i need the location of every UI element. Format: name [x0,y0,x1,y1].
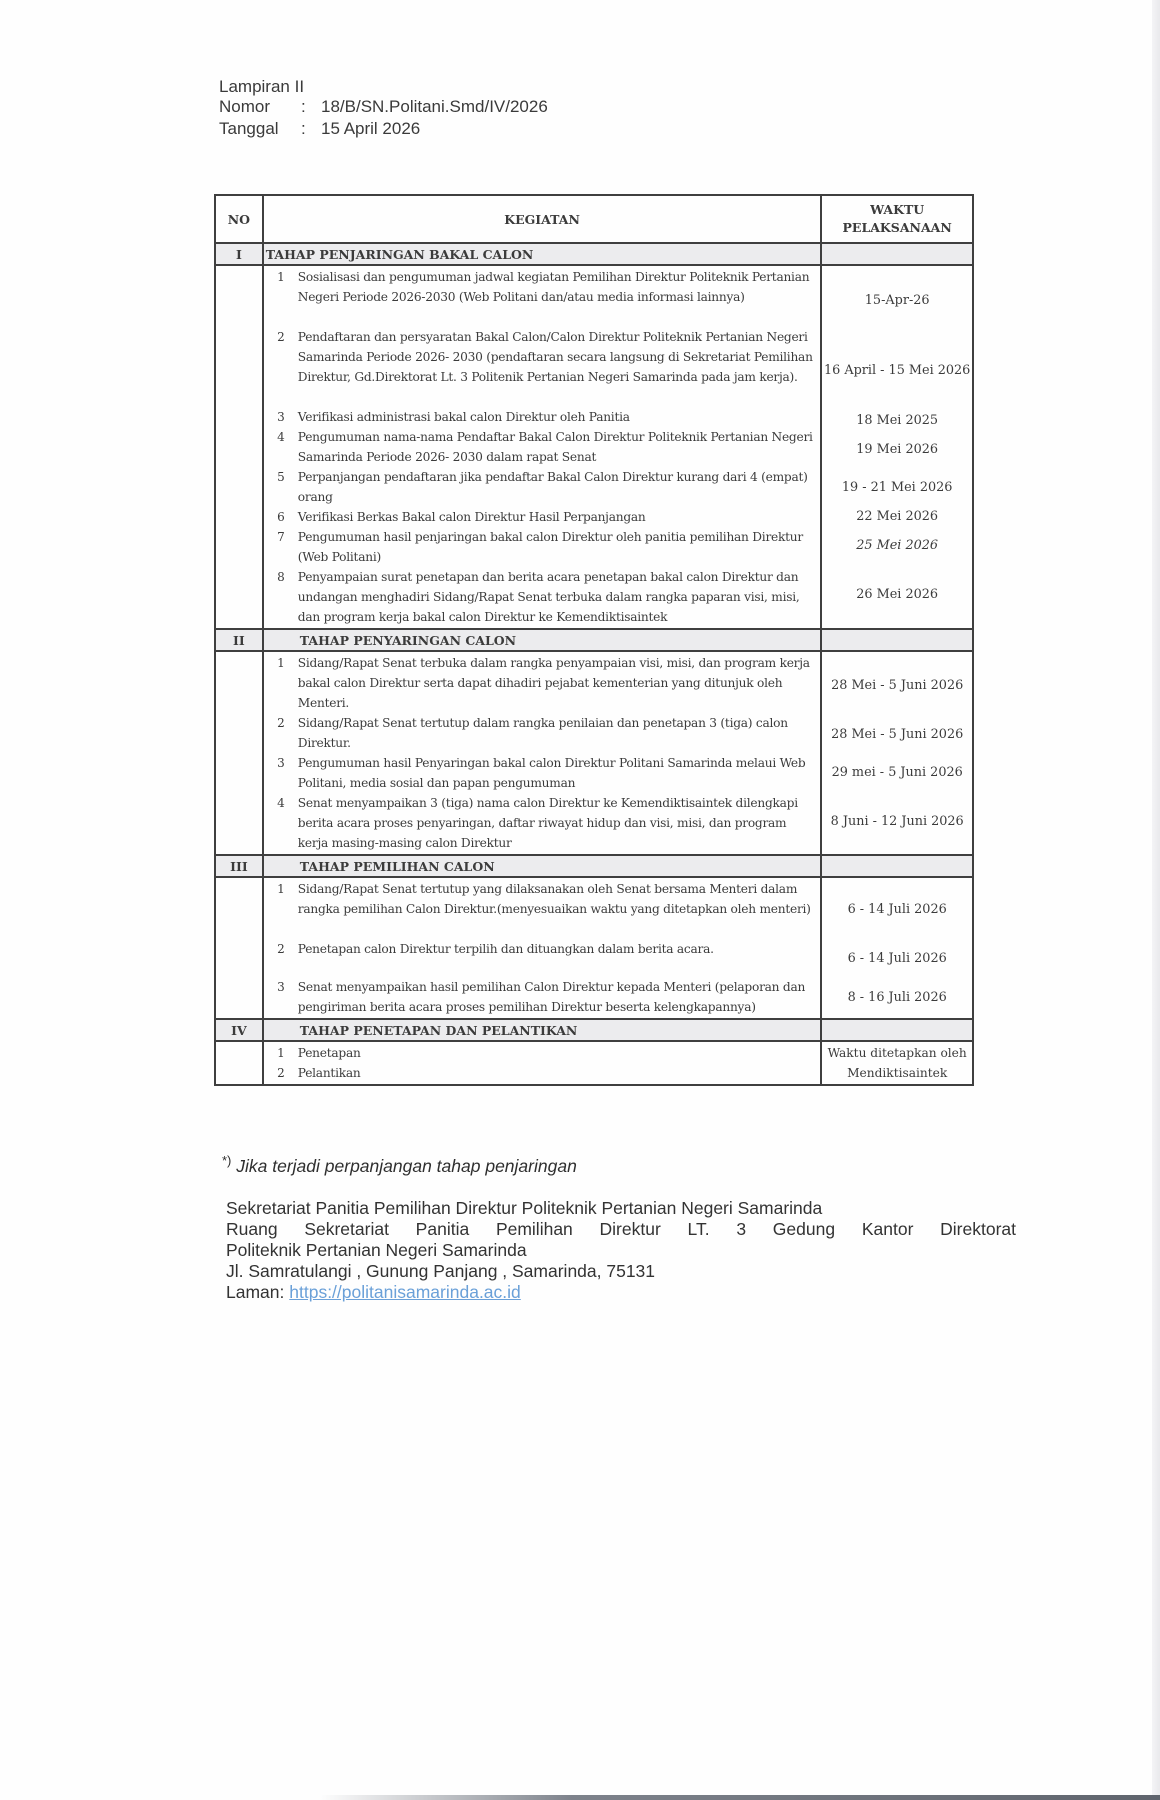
section-body-row [215,1041,973,1085]
activity-number: 3 [277,410,285,424]
waktu-value: 6 - 14 Juli 2026 [847,950,947,966]
waktu-value: 26 Mei 2026 [856,586,939,602]
activity-text: Pengumuman hasil penjaringan bakal calon Direktur oleh panitia pemilihan Direktur (Web Politani) [297,530,803,564]
activity-number: 2 [277,330,285,344]
activity-number: 1 [277,270,285,284]
nomor-value: 18/B/SN.Politani.Smd/IV/2026 [321,97,548,116]
activity-text: Penetapan calon Direktur terpilih dan dituangkan dalam berita acara. [297,942,714,956]
waktu-value: 25 Mei 2026 [856,537,939,553]
activity-item [264,267,821,327]
activity-item [264,939,821,977]
activity-item [264,567,821,627]
column-header-no: NO [215,195,263,243]
address-line-4: Jl. Samratulangi , Gunung Panjang , Samarinda, 75131 [226,1261,656,1281]
waktu-value: 19 - 21 Mei 2026 [841,479,953,495]
section-body-no-empty [215,877,263,1019]
activity-number: 3 [277,756,285,770]
activity-text: Senat menyampaikan 3 (tiga) nama calon Direktur ke Kemendiktisaintek dilengkapi berita acara proses penyaringan, daftar riwayat hidup dan visi, misi, dan program kerja masing-masing calon Direktur [297,796,798,850]
waktu-value: 28 Mei - 5 Juni 2026 [831,677,964,693]
section-title: TAHAP PENJARINGAN BAKAL CALON [263,243,822,265]
activity-text: Sidang/Rapat Senat tertutup dalam rangka penilaian dan penetapan 3 (tiga) calon Direktur. [297,716,788,750]
schedule-table [214,194,974,1086]
activity-text: Pengumuman nama-nama Pendaftar Bakal Calon Direktur Politeknik Pertanian Negeri Samarinda Periode 2026- 2030 dalam rapat Senat [297,430,813,464]
section-waktu-empty [821,1019,973,1041]
waktu-value: 22 Mei 2026 [856,508,939,524]
activity-number: 1 [277,882,285,896]
waktu-value: 6 - 14 Juli 2026 [847,901,947,917]
column-header-kegiatan: KEGIATAN [263,195,822,243]
kegiatan-cell [263,1041,822,1085]
section-body-no-empty [215,651,263,855]
activity-number: 6 [277,510,285,524]
waktu-value: 19 Mei 2026 [856,441,939,457]
nomor-colon: : [301,97,306,116]
website-label: Laman: [226,1282,285,1302]
activity-item [264,327,821,407]
kegiatan-cell [263,651,822,855]
section-waktu-empty [821,855,973,877]
section-row [215,855,973,877]
activity-item [264,793,821,853]
activity-text: Penetapan [297,1046,361,1060]
address-line-3: Politeknik Pertanian Negeri Samarinda [226,1240,527,1260]
section-body-no-empty [215,1041,263,1085]
activity-number: 1 [277,656,285,670]
footnote [222,1153,577,1177]
section-number: IV [215,1019,263,1041]
activity-list [264,878,821,1018]
website-link[interactable]: https://politanisamarinda.ac.id [289,1282,521,1302]
activity-text: Verifikasi administrasi bakal calon Direktur oleh Panitia [297,410,630,424]
activity-text: Pendaftaran dan persyaratan Bakal Calon/Calon Direktur Politeknik Pertanian Negeri Samarinda Periode 2026- 2030 (pendaftaran secara langsung di Sekretariat Pemilihan Direktur, Gd.Direktorat Lt. 3 Politenik Pertanian Negeri Samarinda pada jam kerja). [297,330,813,384]
activity-item [264,653,821,713]
footnote-text: Jika terjadi perpanjangan tahap penjaringan [236,1155,577,1176]
section-title: TAHAP PENYARINGAN CALON [263,629,822,651]
activity-item [264,427,821,467]
activity-number: 2 [277,716,285,730]
activity-text: Verifikasi Berkas Bakal calon Direktur Hasil Perpanjangan [297,510,646,524]
activity-item [264,753,821,793]
waktu-list [822,655,972,851]
activity-number: 5 [277,470,285,484]
activity-item [264,977,821,1017]
waktu-value: 8 - 16 Juli 2026 [847,989,947,1005]
tanggal-colon: : [301,119,306,138]
section-body-row [215,877,973,1019]
waktu-list [822,1043,972,1083]
waktu-value: 8 Juni - 12 Juni 2026 [830,813,964,829]
activity-text: Senat menyampaikan hasil pemilihan Calon Direktur kepada Menteri (pelaporan dan pengiriman berita acara proses pemilihan Direktur beserta kelengkapannya) [297,980,806,1014]
waktu-value: 28 Mei - 5 Juni 2026 [831,726,964,742]
activity-item [264,713,821,753]
waktu-value: Waktu ditetapkan oleh Mendiktisaintek [827,1046,967,1080]
section-body-row [215,651,973,855]
website-line [226,1282,1016,1303]
waktu-cell [821,1041,973,1085]
activity-text: Pengumuman hasil Penyaringan bakal calon Direktur Politani Samarinda melaui Web Politani, media sosial dan papan pengumuman [297,756,806,790]
activity-number: 2 [277,942,285,956]
activity-item [264,1043,821,1063]
table-header-row [215,195,973,243]
section-title: TAHAP PEMILIHAN CALON [263,855,822,877]
kegiatan-cell [263,877,822,1019]
activity-number: 1 [277,1046,285,1060]
address-line-2: Ruang Sekretariat Panitia Pemilihan Direktur LT. 3 Gedung Kantor Direktorat [226,1219,1016,1239]
section-waktu-empty [821,629,973,651]
activity-list [264,1042,821,1084]
address-line-1: Sekretariat Panitia Pemilihan Direktur Politeknik Pertanian Negeri Samarinda [226,1198,823,1218]
activity-item [264,1063,821,1083]
activity-number: 4 [277,430,285,444]
activity-text: Pelantikan [297,1066,361,1080]
nomor-label: Nomor [219,97,271,116]
lampiran-label: Lampiran II [219,77,305,96]
activity-number: 3 [277,980,285,994]
activity-number: 4 [277,796,285,810]
kegiatan-cell [263,265,822,629]
section-body-row [215,265,973,629]
activity-list [264,652,821,854]
page-edge-shadow [1152,0,1160,1800]
section-row [215,243,973,265]
section-number: III [215,855,263,877]
section-number: II [215,629,263,651]
activity-number: 8 [277,570,285,584]
waktu-list [822,270,972,624]
activity-text: Perpanjangan pendaftaran jika pendaftar Bakal Calon Direktur kurang dari 4 (empat) orang [297,470,808,504]
column-header-waktu: WAKTU PELAKSANAAN [821,195,973,243]
waktu-value: 15-Apr-26 [864,292,930,308]
activity-text: Penyampaian surat penetapan dan berita acara penetapan bakal calon Direktur dan undangan menghadiri Sidang/Rapat Senat terbuka dalam rangka paparan visi, misi, dan program kerja bakal calon Direktur ke Kemendiktisaintek [297,570,800,624]
activity-item [264,507,821,527]
section-row [215,1019,973,1041]
activity-text: Sosialisasi dan pengumuman jadwal kegiatan Pemilihan Direktur Politeknik Pertanian Negeri Periode 2026-2030 (Web Politani dan/atau media informasi lainnya) [297,270,810,304]
activity-item [264,467,821,507]
activity-number: 2 [277,1066,285,1080]
waktu-cell [821,877,973,1019]
activity-item [264,407,821,427]
waktu-value: 29 mei - 5 Juni 2026 [831,764,963,780]
footnote-mark: *) [222,1153,232,1168]
waktu-list [822,879,972,1017]
secretariat-address [226,1198,1016,1303]
letter-header [219,76,548,139]
activity-list [264,266,821,628]
waktu-cell [821,651,973,855]
page-bottom-shadow [320,1795,1160,1800]
section-row [215,629,973,651]
activity-text: Sidang/Rapat Senat tertutup yang dilaksanakan oleh Senat bersama Menteri dalam rangka pemilihan Calon Direktur.(menyesuaikan waktu yang ditetapkan oleh menteri) [297,882,811,916]
section-number: I [215,243,263,265]
activity-text: Sidang/Rapat Senat terbuka dalam rangka penyampaian visi, misi, dan program kerja bakal calon Direktur serta dapat dihadiri pejabat kementerian yang ditunjuk oleh Menteri. [297,656,810,710]
waktu-value: 18 Mei 2025 [856,412,939,428]
section-title: TAHAP PENETAPAN DAN PELANTIKAN [263,1019,822,1041]
section-body-no-empty [215,265,263,629]
waktu-value: 16 April - 15 Mei 2026 [824,362,971,378]
activity-number: 7 [277,530,285,544]
activity-item [264,879,821,939]
section-waktu-empty [821,243,973,265]
tanggal-label: Tanggal [219,119,279,138]
activity-item [264,527,821,567]
waktu-cell [821,265,973,629]
tanggal-value: 15 April 2026 [321,119,421,138]
